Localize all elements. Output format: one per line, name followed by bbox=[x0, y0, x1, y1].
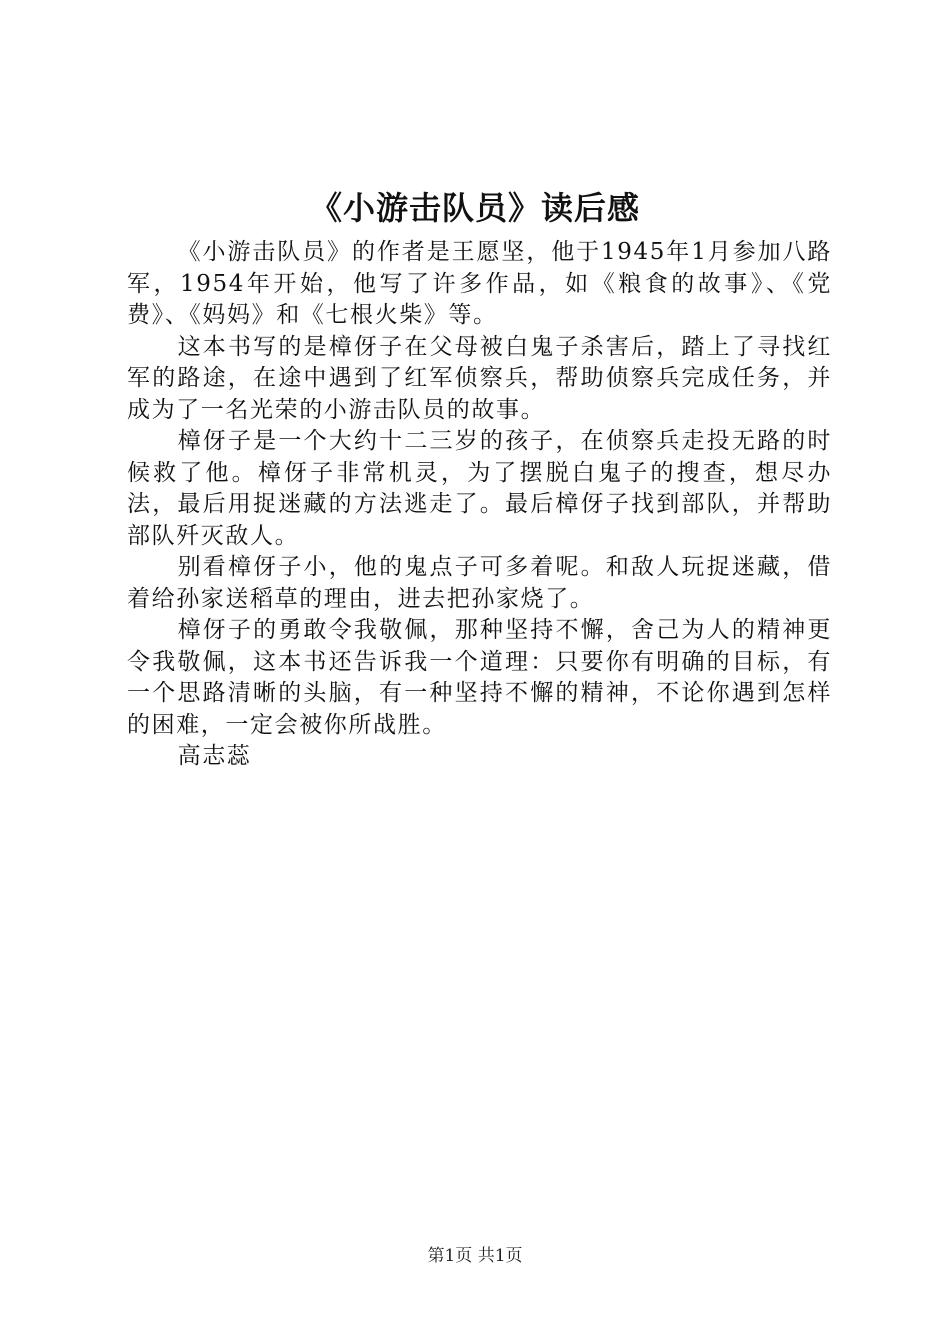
document-body bbox=[127, 237, 832, 773]
paragraph-5: 樟伢子的勇敢令我敬佩，那种坚持不懈，舍己为人的精神更令我敬佩，这本书还告诉我一个道理：只要你有明确的目标，有一个思路清晰的头脑，有一种坚持不懈的精神，不论你遇到怎样的困难，一定会被你所战胜。 bbox=[127, 617, 832, 738]
paragraph-2: 这本书写的是樟伢子在父母被白鬼子杀害后，踏上了寻找红军的路途，在途中遇到了红军侦察兵，帮助侦察兵完成任务，并成为了一名光荣的小游击队员的故事。 bbox=[127, 333, 832, 423]
document-title: 《小游击队员》读后感 bbox=[309, 189, 640, 227]
page-footer: 第1页 共1页 bbox=[427, 1246, 523, 1266]
author-signature: 高志蕊 bbox=[177, 743, 252, 769]
paragraph-4: 别看樟伢子小，他的鬼点子可多着呢。和敌人玩捉迷藏，借着给孙家送稻草的理由，进去把孙家烧了。 bbox=[127, 554, 832, 612]
paragraph-3: 樟伢子是一个大约十二三岁的孩子，在侦察兵走投无路的时候救了他。樟伢子非常机灵，为了摆脱白鬼子的搜查，想尽办法，最后用捉迷藏的方法逃走了。最后樟伢子找到部队，并帮助部队歼灭敌人。 bbox=[127, 428, 832, 549]
paragraph-1: 《小游击队员》的作者是王愿坚，他于1945年1月参加八路军，1954年开始，他写了许多作品，如《粮食的故事》、《党费》、《妈妈》和《七根火柴》等。 bbox=[127, 239, 832, 328]
